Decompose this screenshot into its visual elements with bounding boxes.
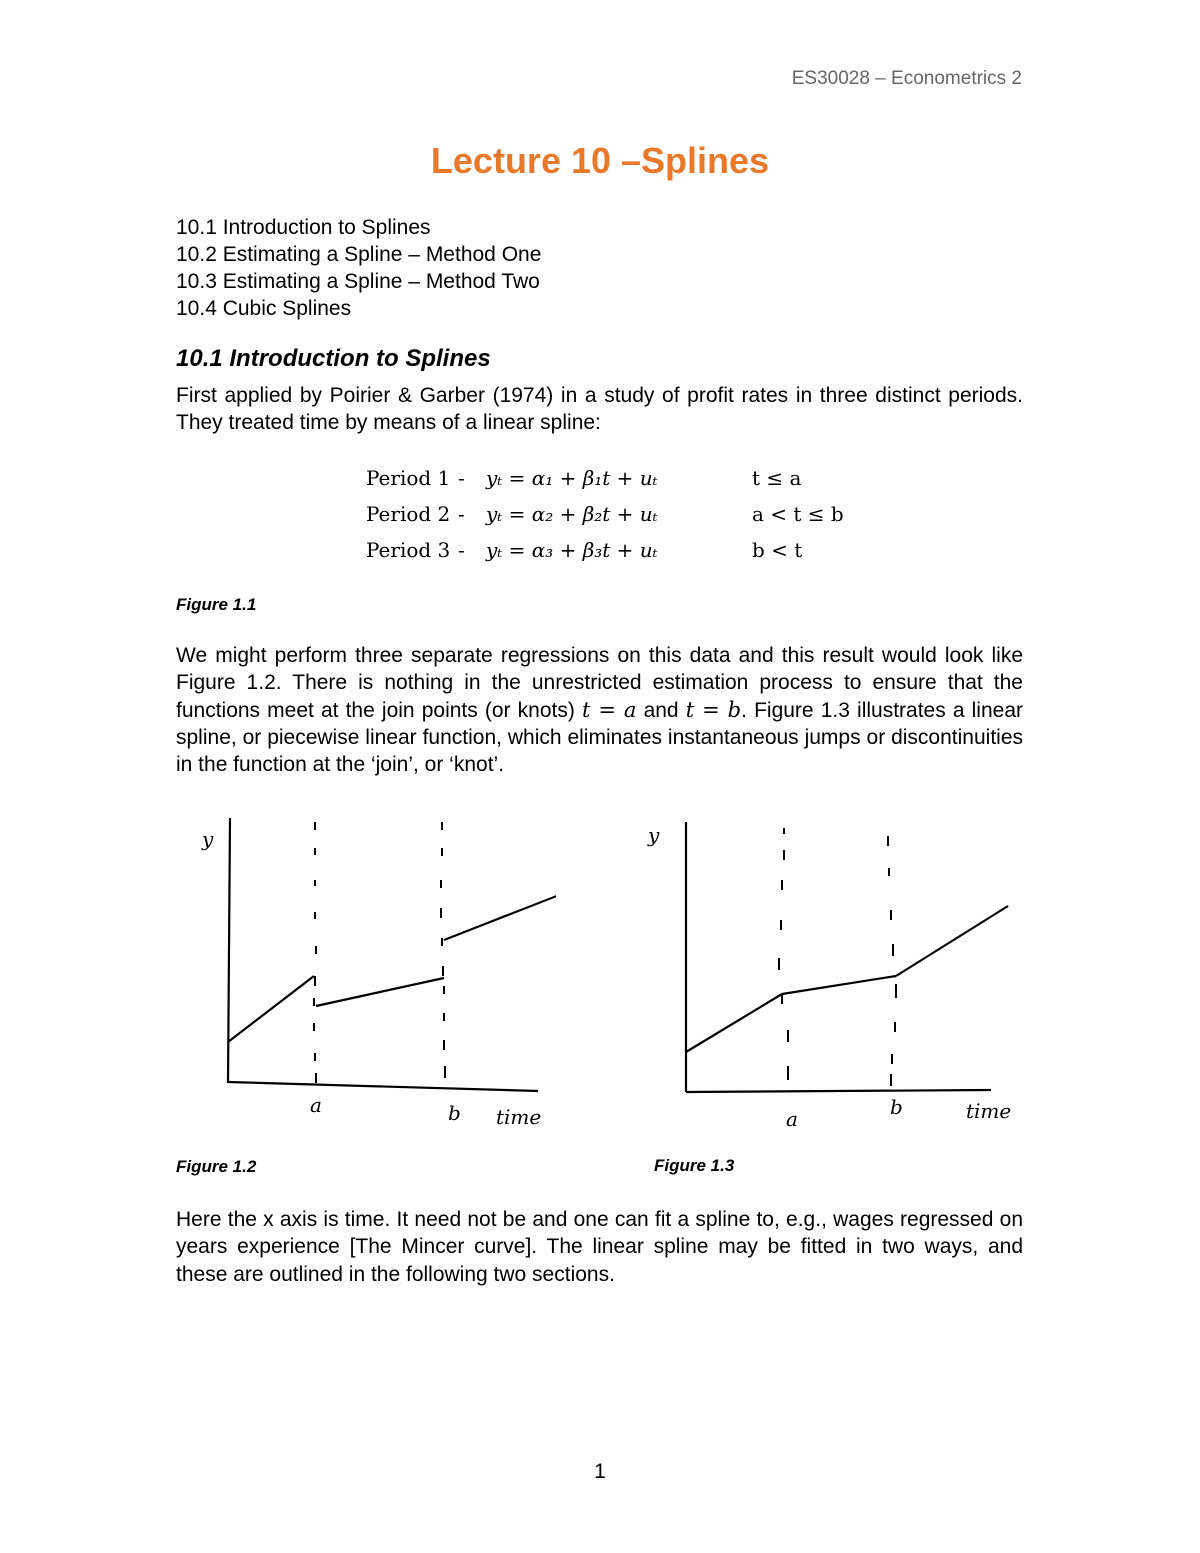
equation-label: Period 1	[366, 466, 451, 490]
y-axis-label: y	[648, 823, 660, 847]
paragraph-regressions	[176, 642, 1023, 778]
knot-b-label: b	[890, 1095, 903, 1119]
segment-period-3	[444, 890, 556, 940]
equation-formula: yₜ = α₃ + β₃t + uₜ	[486, 538, 658, 562]
paragraph-intro: First applied by Poirier & Garber (1974) in a study of profit rates in three distinct periods. They treated time by means of a linear spline:	[176, 384, 1023, 435]
figure-1-1-caption: Figure 1.1	[176, 595, 257, 614]
toc-item: 10.3 Estimating a Spline – Method Two	[176, 270, 540, 293]
knot-a-dashed-line	[779, 828, 788, 1080]
equation-condition: t ≤ a	[752, 466, 802, 490]
segment-period-2	[316, 978, 444, 1006]
equation-condition: b < t	[752, 538, 803, 562]
x-axis-label: time	[966, 1099, 1012, 1123]
spline-segment-3	[896, 906, 1008, 976]
x-axis-label: time	[496, 1105, 542, 1129]
math-knot-a: t = a	[581, 697, 637, 722]
equation-dash: -	[458, 466, 465, 490]
knot-a-label: a	[310, 1093, 322, 1117]
table-of-contents	[176, 214, 541, 322]
toc-item: 10.4 Cubic Splines	[176, 297, 352, 320]
equation-dash: -	[458, 502, 465, 526]
knot-b-dashed-line	[888, 836, 896, 1086]
segment-period-1	[228, 976, 314, 1042]
y-axis-label: y	[202, 827, 214, 851]
figure-1-2-caption: Figure 1.2	[176, 1157, 257, 1176]
section-heading: 10.1 Introduction to Splines	[176, 345, 491, 372]
x-axis	[686, 1090, 991, 1092]
paragraph-text: We might perform three separate regressions on this data and this result would look like Figure 1.2. There is nothing in the unrestricted estimation process to ensure that the functions meet at the join points (or knots)	[176, 644, 1023, 722]
x-axis	[228, 1082, 538, 1091]
y-axis	[228, 818, 230, 1083]
figure-1-2-sketch	[196, 808, 556, 1138]
knot-a-dashed-line	[314, 822, 316, 1083]
knot-b-label: b	[448, 1101, 461, 1125]
equation-formula: yₜ = α₂ + β₂t + uₜ	[486, 502, 658, 526]
spline-segment-2	[782, 976, 896, 994]
toc-item: 10.2 Estimating a Spline – Method One	[176, 243, 542, 266]
math-knot-b: t = b	[685, 697, 742, 722]
paragraph-text: . Figure 1.3 illustrates a linear spline, or piecewise linear function, which eliminates instantaneous jumps or discontinuities in the function at the ‘join’, or ‘knot’.	[176, 698, 1023, 777]
equation-dash: -	[458, 538, 465, 562]
knot-b-dashed-line	[441, 822, 445, 1078]
knot-a-label: a	[786, 1107, 798, 1131]
toc-item: 10.1 Introduction to Splines	[176, 216, 431, 239]
paragraph-text: and	[643, 698, 679, 722]
spline-segment-1	[686, 994, 782, 1052]
figure-1-3-caption: Figure 1.3	[654, 1156, 735, 1175]
page-number: 1	[594, 1460, 606, 1483]
equation-formula: yₜ = α₁ + β₁t + uₜ	[486, 466, 658, 490]
figure-1-3-sketch	[636, 808, 1026, 1138]
equation-condition: a < t ≤ b	[752, 502, 844, 526]
equation-label: Period 2	[366, 502, 451, 526]
course-header: ES30028 – Econometrics 2	[791, 68, 1022, 89]
lecture-title: Lecture 10 –Splines	[430, 140, 770, 181]
paragraph-mincer: Here the x axis is time. It need not be and one can fit a spline to, e.g., wages regressed on years experience [The Mincer curve]. The linear spline may be fitted in two ways, and these are outlined in the following two sections.	[176, 1208, 1023, 1286]
equation-label: Period 3	[366, 538, 451, 562]
